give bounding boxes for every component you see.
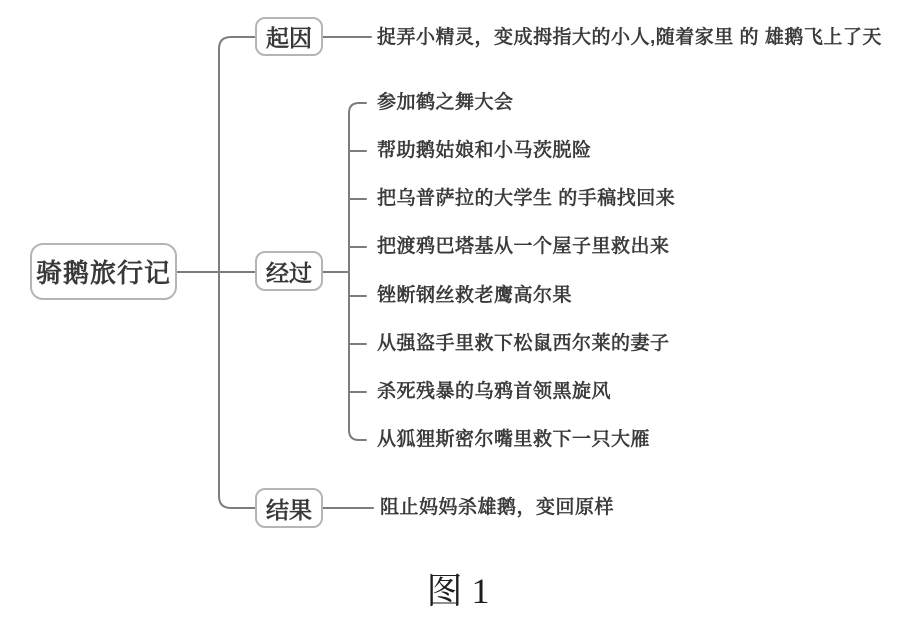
leaf-cause-text: 捉弄小精灵，变成拇指大的小人,随着家里 的 雄鹅飞上了天 (377, 27, 882, 48)
leaf-process-text: 帮助鹅姑娘和小马茨脱险 (377, 140, 592, 161)
branch-process-label: 经过 (266, 259, 312, 286)
leaf-process-text: 把渡鸦巴塔基从一个屋子里救出来 (377, 236, 670, 257)
branch-cause-label: 起因 (266, 25, 312, 51)
leaf-result-text: 阻止妈妈杀雄鹅，变回原样 (380, 497, 615, 518)
branch-node-result (255, 488, 323, 528)
leaf-process-text: 锉断钢丝救老鹰高尔果 (377, 285, 573, 306)
leaf-process-text: 把乌普萨拉的大学生 的手稿找回来 (377, 188, 676, 209)
branch-result-label: 结果 (266, 496, 312, 523)
leaf-process-text: 从强盗手里救下松鼠西尔莱的妻子 (377, 333, 670, 354)
leaf-process-text: 参加鹤之舞大会 (377, 92, 514, 113)
figure-caption: 图 1 (426, 571, 490, 611)
leaf-process-text: 从狐狸斯密尔嘴里救下一只大雁 (377, 429, 651, 450)
root-node-label: 骑鹅旅行记 (35, 258, 171, 288)
branch-node-process (255, 251, 323, 291)
leaf-process-text: 杀死残暴的乌鸦首领黑旋风 (377, 381, 612, 402)
branch-node-cause (255, 17, 323, 56)
root-node (30, 243, 177, 300)
